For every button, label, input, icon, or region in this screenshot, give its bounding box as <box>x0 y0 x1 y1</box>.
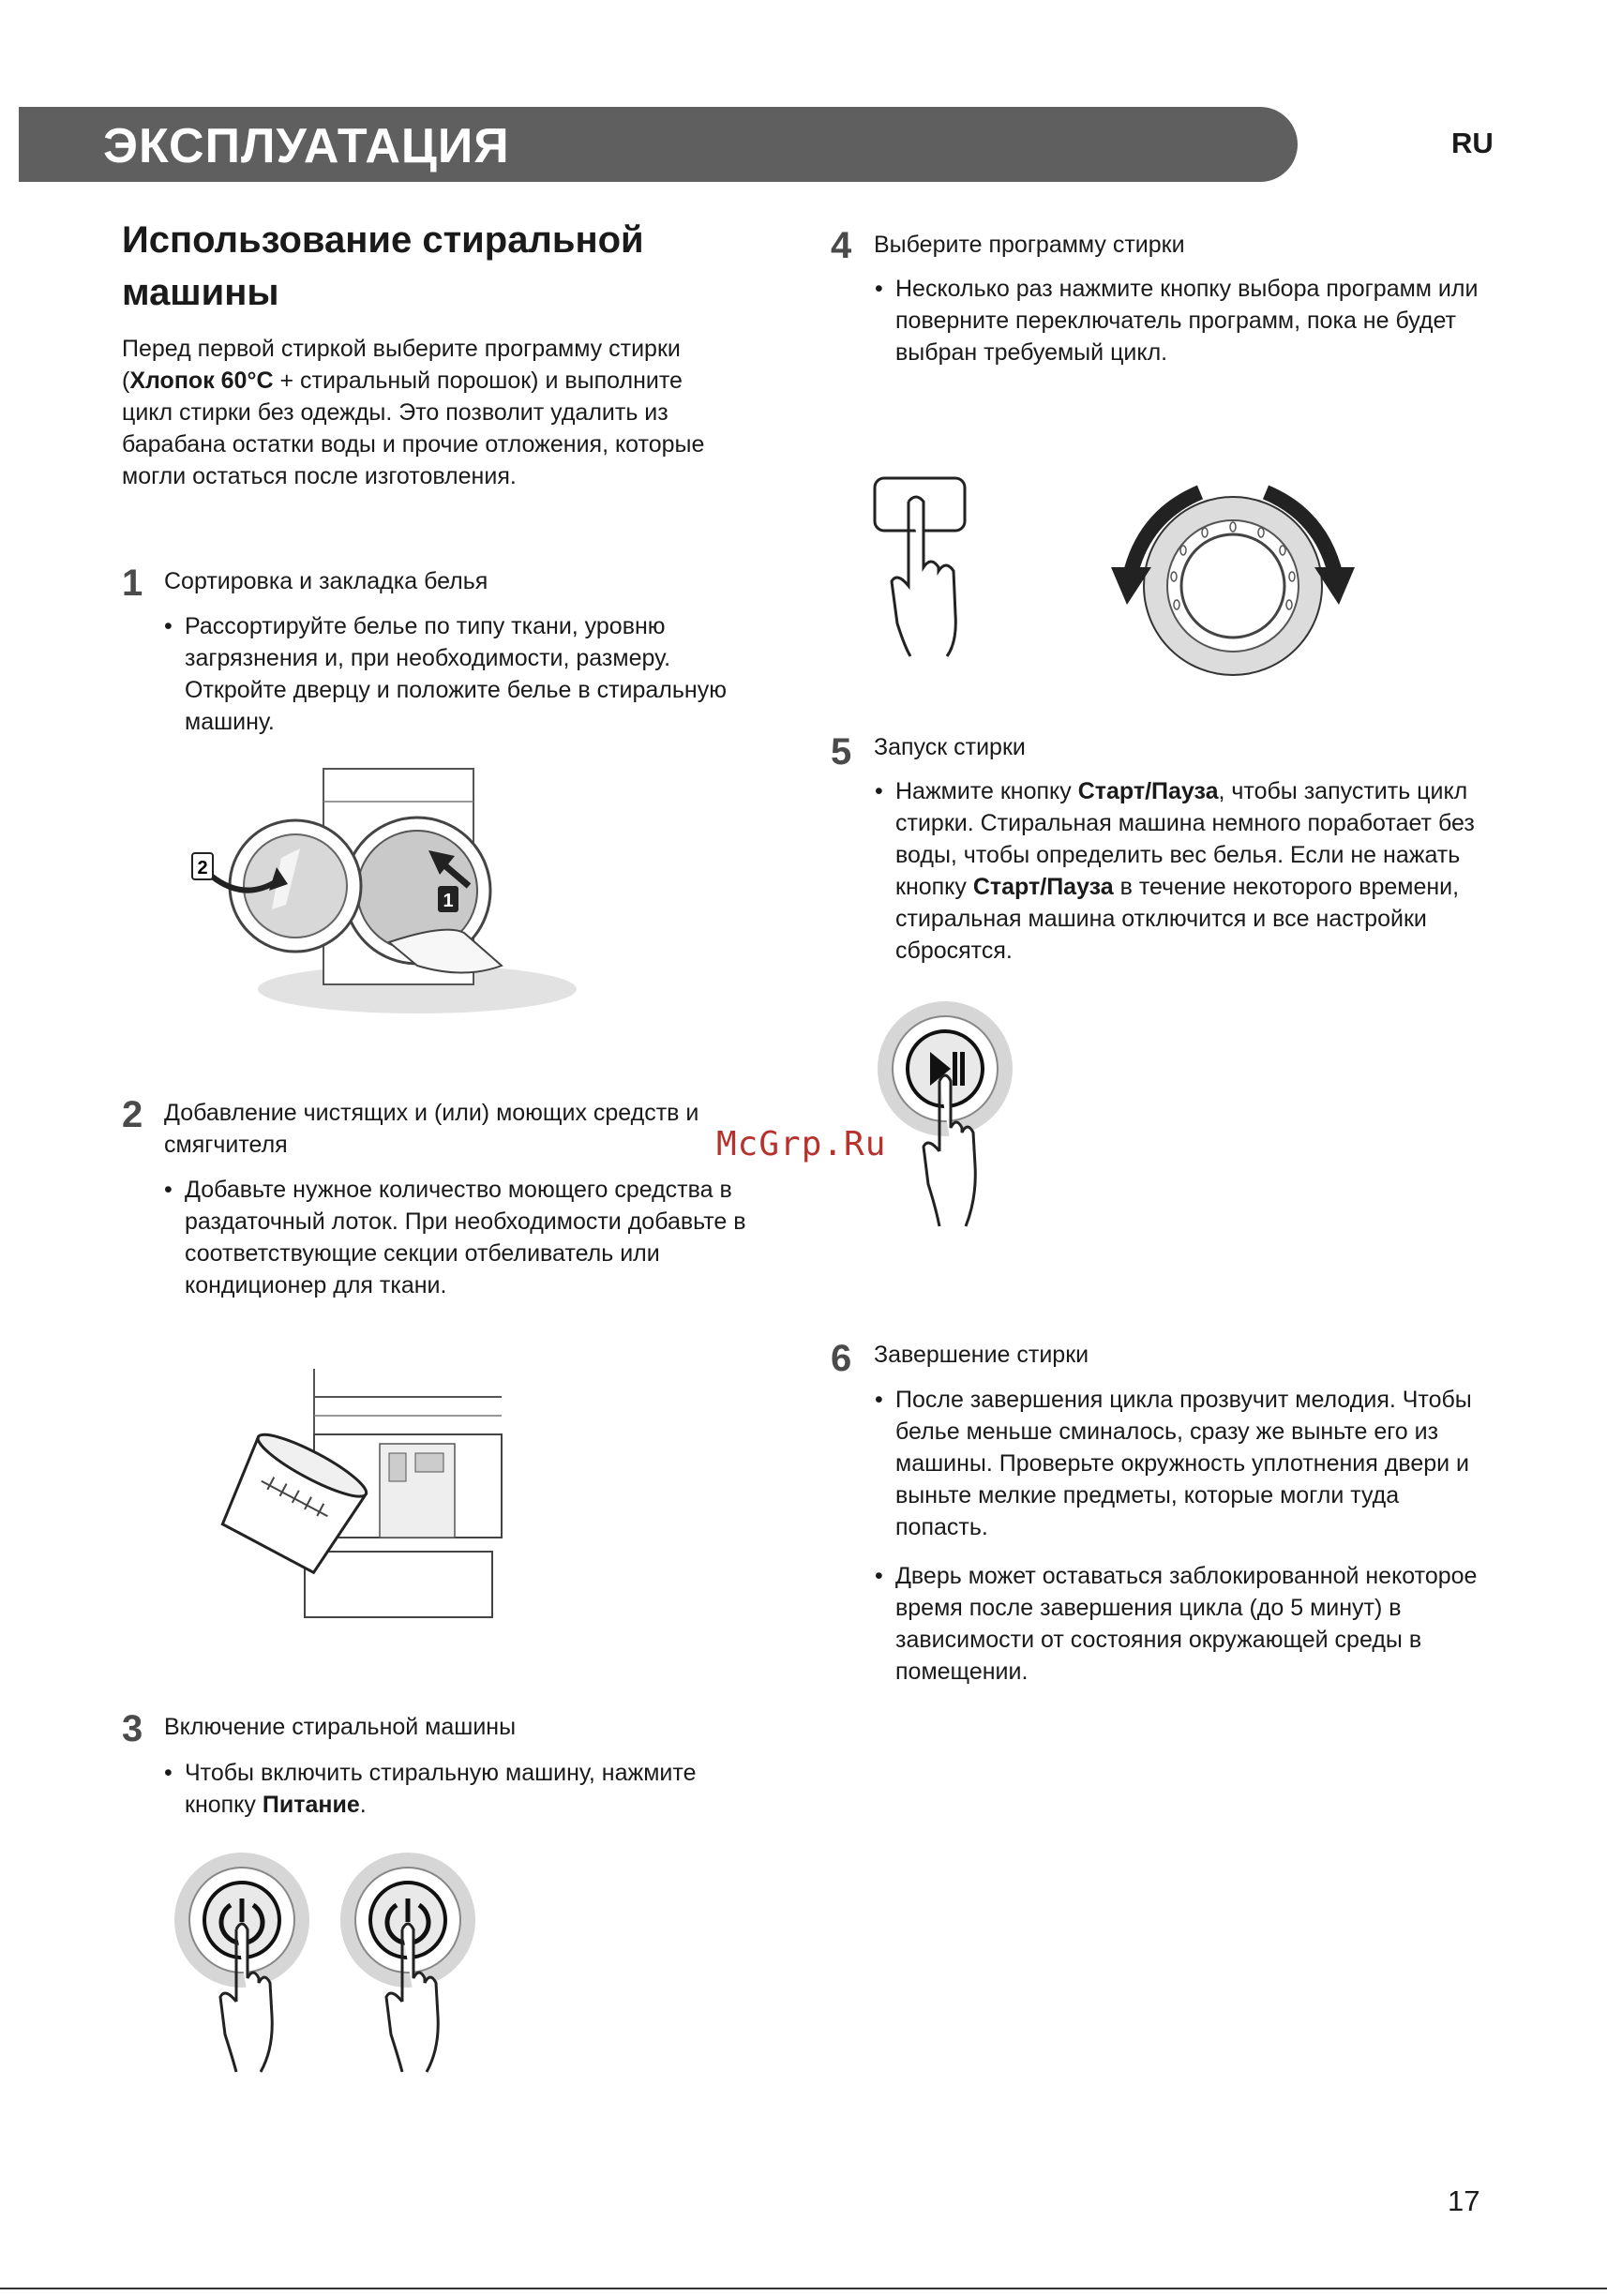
step-2-title: Добавление чистящих и (или) моющих средств и смягчителя <box>164 1100 699 1158</box>
intro-paragraph <box>122 333 722 492</box>
step-6-bullet-2 <box>875 1560 1495 1688</box>
intro-text-b: + стиральный порошок) и выполните цикл стирки без одежды. Это позволит удалить из барабана остатки воды и прочие отложения, которые могли остаться после изготовления. <box>122 368 705 489</box>
step-1-number: 1 <box>122 563 143 604</box>
footer-divider <box>0 2288 1607 2289</box>
page-number: 17 <box>1448 2184 1480 2217</box>
bullet-dot: • <box>875 778 883 804</box>
step-3-bullet-text-b: . <box>359 1792 367 1818</box>
bullet-dot: • <box>164 613 173 639</box>
step-6-bullet-1 <box>875 1384 1495 1543</box>
step-6-bullet-1-text: После завершения цикла прозвучит мелодия. Чтобы белье меньше сминалось, сразу же выньте его из машины. Проверьте окружность уплотнения двери и выньте мелкие предметы, которые могли туда попасть. <box>895 1387 1472 1540</box>
step-2-bullet <box>164 1174 757 1301</box>
step-3-title: Включение стиральной машины <box>164 1714 517 1740</box>
step-5-bullet-text-c: в течение некоторого времени, стиральная машина отключится и все настройки сбросятся. <box>895 874 1460 964</box>
bullet-dot: • <box>875 1387 883 1413</box>
section-title-line2: машины <box>122 272 279 313</box>
step-1-bullet <box>164 610 747 738</box>
intro-text-a: Перед первой стиркой выберите программу стирки ( <box>122 336 681 394</box>
page-header-title: ЭКСПЛУАТАЦИЯ <box>103 119 510 173</box>
step-5-bullet <box>875 775 1495 967</box>
watermark: McGrp.Ru <box>716 1125 887 1163</box>
bullet-dot: • <box>164 1760 173 1786</box>
step-5-title: Запуск стирки <box>874 734 1026 760</box>
bullet-dot: • <box>875 1563 883 1589</box>
intro-bold: Хлопок 60°C <box>129 368 274 394</box>
step-4-title: Выберите программу стирки <box>874 232 1185 258</box>
step-1-badge-1: 1 <box>443 891 454 911</box>
step-4-bullet-text: Несколько раз нажмите кнопку выбора программ или поверните переключатель программ, пока не будет выбран требуемый цикл. <box>895 276 1479 366</box>
bullet-dot: • <box>164 1177 173 1203</box>
step-3-bullet-bold: Питание <box>262 1792 360 1818</box>
section-title <box>122 214 778 319</box>
step-5-bullet-text-b: , чтобы запустить цикл стирки. Стиральная машина немного поработает без воды, чтобы определить вес белья. Если не нажать кнопку <box>895 778 1475 900</box>
power-button-illustration-a <box>169 1847 319 2081</box>
program-dial-illustration <box>1106 473 1359 689</box>
step-5-bullet-bold-2: Старт/Пауза <box>972 874 1114 900</box>
start-pause-button-illustration <box>872 1001 1022 1236</box>
program-button-illustration <box>867 473 980 661</box>
step-1-bullet-text: Рассортируйте белье по типу ткани, уровню загрязнения и, при необходимости, размеру. Откройте дверцу и положите белье в стиральную машину. <box>185 613 727 735</box>
step-4-bullet <box>875 273 1495 368</box>
step-6-number: 6 <box>831 1338 852 1379</box>
step-4-number: 4 <box>831 225 852 266</box>
step-5-bullet-bold-1: Старт/Пауза <box>1077 778 1219 804</box>
step-5-bullet-text-a: Нажмите кнопку <box>895 778 1078 804</box>
step-3-number: 3 <box>122 1708 143 1749</box>
bullet-dot: • <box>875 276 883 302</box>
step-5-number: 5 <box>831 731 852 773</box>
step-6-bullet-2-text: Дверь может оставаться заблокированной некоторое время после завершения цикла (до 5 минут) в зависимости от состояния окружающей среды в помещении. <box>895 1563 1478 1685</box>
section-title-line1: Использование стиральной <box>122 219 644 261</box>
power-button-illustration-b <box>335 1847 485 2081</box>
step-1-illustration <box>183 764 586 1017</box>
step-3-bullet <box>164 1757 766 1821</box>
step-2-illustration <box>211 1364 511 1627</box>
step-6-title: Завершение стирки <box>874 1342 1089 1368</box>
step-1-badge-2: 2 <box>197 858 208 878</box>
step-2-bullet-text: Добавьте нужное количество моющего средства в раздаточный лоток. При необходимости добавьте в соответствующие секции отбеливатель или кондиционер для ткани. <box>185 1177 746 1298</box>
language-label: RU <box>1451 127 1494 159</box>
step-1-title: Сортировка и закладка белья <box>164 568 488 594</box>
step-2-number: 2 <box>122 1094 143 1135</box>
step-3-bullet-text-a: Чтобы включить стиральную машину, нажмите кнопку <box>185 1760 697 1818</box>
